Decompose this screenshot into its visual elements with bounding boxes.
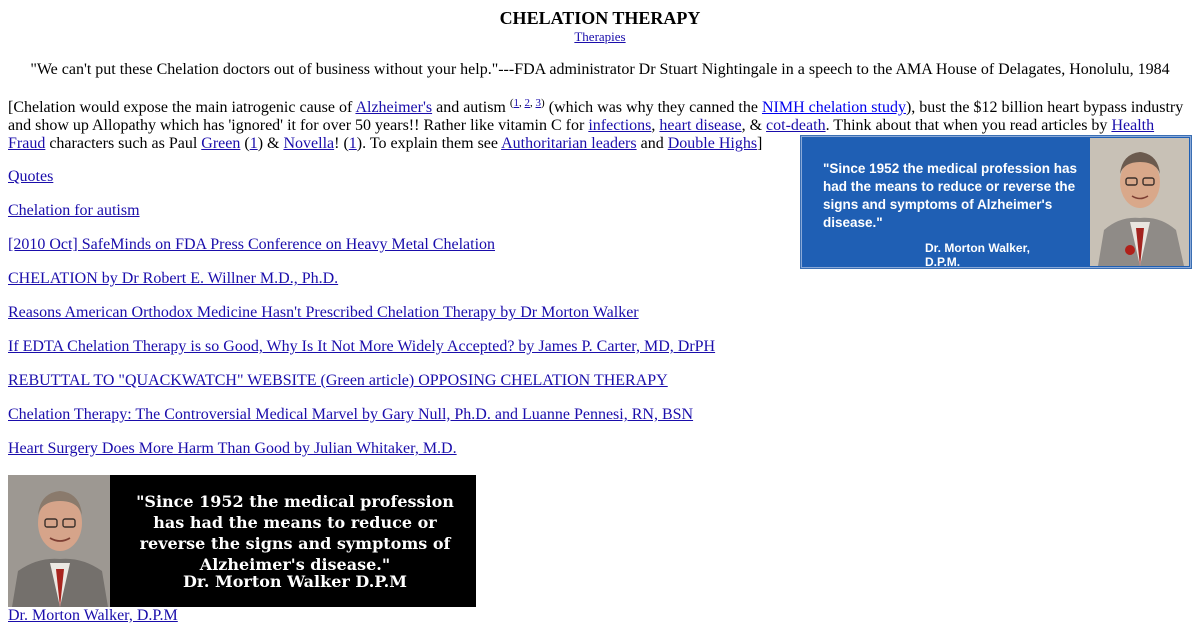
- sup-open: (: [509, 97, 514, 109]
- banner-signature: Dr. Morton Walker D.P.M: [183, 572, 407, 591]
- intro-text: [Chelation would expose the main iatrogenic cause of: [8, 99, 356, 116]
- chelation-for-autism-link[interactable]: Chelation for autism: [8, 202, 140, 219]
- novella-link[interactable]: Novella: [283, 135, 335, 152]
- subtitle: [0, 29, 1200, 44]
- walker-reasons-link[interactable]: Reasons American Orthodox Medicine Hasn't Prescribed Chelation Therapy by Dr Morton Walker: [8, 304, 639, 321]
- reference-superscripts: [510, 97, 545, 109]
- page-title: CHELATION THERAPY: [499, 8, 701, 28]
- safeminds-link[interactable]: [2010 Oct] SafeMinds on FDA Press Conference on Heavy Metal Chelation: [8, 236, 496, 253]
- banner-signature: Dr. Morton Walker, D.P.M.: [925, 241, 1030, 269]
- intro-text: ) &: [257, 135, 284, 152]
- intro-text: characters such as Paul: [45, 135, 202, 152]
- banner-quote: "Since 1952 the medical profession has had the means to reduce or reverse the signs and symptoms of Alzheimer's disease.": [823, 161, 1078, 230]
- banner-quote: "Since 1952 the medical profession has had the means to reduce or reverse the signs and symptoms of Alzheimer's disease.": [136, 492, 454, 574]
- willner-article-link[interactable]: CHELATION by Dr Robert E. Willner M.D., Ph.D.: [8, 270, 339, 287]
- walker-portrait: [1090, 138, 1189, 266]
- cot-death-link[interactable]: cot-death: [766, 117, 826, 134]
- double-highs-link[interactable]: Double Highs: [667, 135, 758, 152]
- walker-quote-banner-bottom: [8, 475, 476, 607]
- intro-text: ]: [757, 135, 763, 152]
- portrait-illustration: [8, 475, 110, 607]
- intro-text: and: [636, 135, 668, 152]
- therapies-link[interactable]: Therapies: [574, 29, 626, 44]
- intro-text: (: [240, 135, 250, 152]
- green-link[interactable]: Green: [201, 135, 241, 152]
- intro-text: (which was why they canned the: [544, 99, 762, 116]
- quotes-link[interactable]: Quotes: [8, 168, 54, 185]
- intro-text: ). To explain them see: [356, 135, 502, 152]
- intro-text: and autism: [432, 99, 510, 116]
- quackwatch-rebuttal-link[interactable]: REBUTTAL TO "QUACKWATCH" WEBSITE (Green article) OPPOSING CHELATION THERAPY: [8, 372, 668, 389]
- green-ref-link[interactable]: 1: [249, 135, 258, 152]
- fda-quote: "We can't put these Chelation doctors out of business without your help."---FDA administrator Dr Stuart Nightingale in a speech to the AMA House of Delagates, Honolulu, 1984: [30, 61, 1170, 78]
- ref-link-1[interactable]: 1: [513, 97, 520, 109]
- portrait-illustration: [1090, 138, 1189, 266]
- ref-link-3[interactable]: 3: [535, 97, 542, 109]
- intro-text: ,: [651, 117, 660, 134]
- carter-edta-link[interactable]: If EDTA Chelation Therapy is so Good, Why Is It Not More Widely Accepted? by James P. Carter, MD, DrPH: [8, 338, 716, 355]
- heart-disease-link[interactable]: heart disease: [659, 117, 742, 134]
- article-link-list: [8, 168, 808, 474]
- alzheimers-link[interactable]: Alzheimer's: [355, 99, 433, 116]
- image-caption: [8, 607, 178, 625]
- whitaker-heart-surgery-link[interactable]: Heart Surgery Does More Harm Than Good by Julian Whitaker, M.D.: [8, 440, 457, 457]
- ref-link-2[interactable]: 2: [524, 97, 531, 109]
- intro-text: . Think about that when you read articles by: [825, 117, 1112, 134]
- walker-portrait: [8, 475, 110, 607]
- sup-close: ): [541, 97, 545, 109]
- authoritarian-leaders-link[interactable]: Authoritarian leaders: [501, 135, 637, 152]
- nimh-study-link[interactable]: NIMH chelation study: [761, 99, 906, 116]
- sup-separator: ,: [530, 97, 536, 109]
- intro-text: ), bust the $12 billion heart bypass industry and show up Allopathy which has 'ignored' it for over 50 years!! Rather like vitamin C for: [8, 99, 1184, 134]
- intro-text: ! (: [334, 135, 349, 152]
- walker-caption-link[interactable]: Dr. Morton Walker, D.P.M: [8, 607, 178, 624]
- novella-ref-link[interactable]: 1: [348, 135, 357, 152]
- intro-text: , &: [741, 117, 767, 134]
- sup-separator: ,: [519, 97, 525, 109]
- infections-link[interactable]: infections: [588, 117, 652, 134]
- null-pennesi-link[interactable]: Chelation Therapy: The Controversial Medical Marvel by Gary Null, Ph.D. and Luanne Pennesi, RN, BSN: [8, 406, 694, 423]
- walker-quote-banner: [800, 135, 1192, 269]
- health-fraud-link[interactable]: Health Fraud: [8, 117, 1155, 152]
